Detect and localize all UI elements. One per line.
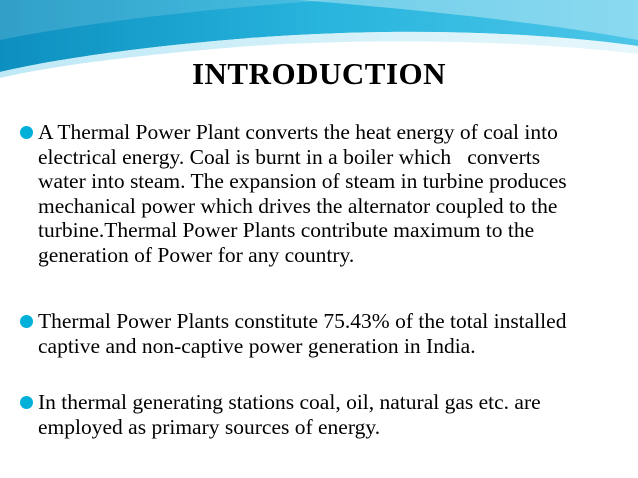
bullet-line: Thermal Power Plants constitute 75.43% of the total installed — [38, 309, 567, 333]
bullet-line: electrical energy. Coal is burnt in a boiler which converts — [38, 144, 541, 169]
bullet-line: mechanical power which drives the alternator coupled to the — [38, 193, 558, 218]
bullet-dot-icon — [20, 396, 33, 409]
bullet-text — [38, 309, 566, 358]
bullet-text — [38, 390, 541, 439]
bullet-line: employed as primary sources of energy. — [38, 414, 381, 439]
bullet-text — [38, 120, 567, 267]
bullet-line: In thermal generating stations coal, oil, natural gas etc. are — [38, 390, 541, 414]
bullet-line: water into steam. The expansion of steam in turbine produces — [38, 169, 567, 193]
slide-title: INTRODUCTION — [191, 56, 447, 91]
bullet-line: A Thermal Power Plant converts the heat energy of coal into — [38, 120, 558, 144]
bullet-line: captive and non-captive power generation in India. — [38, 333, 476, 358]
bullet-line: turbine.Thermal Power Plants contribute maximum to the — [38, 218, 535, 242]
bullet-dot-icon — [20, 126, 33, 139]
bullet-dot-icon — [20, 315, 33, 328]
bullet-line: generation of Power for any country. — [38, 242, 355, 267]
